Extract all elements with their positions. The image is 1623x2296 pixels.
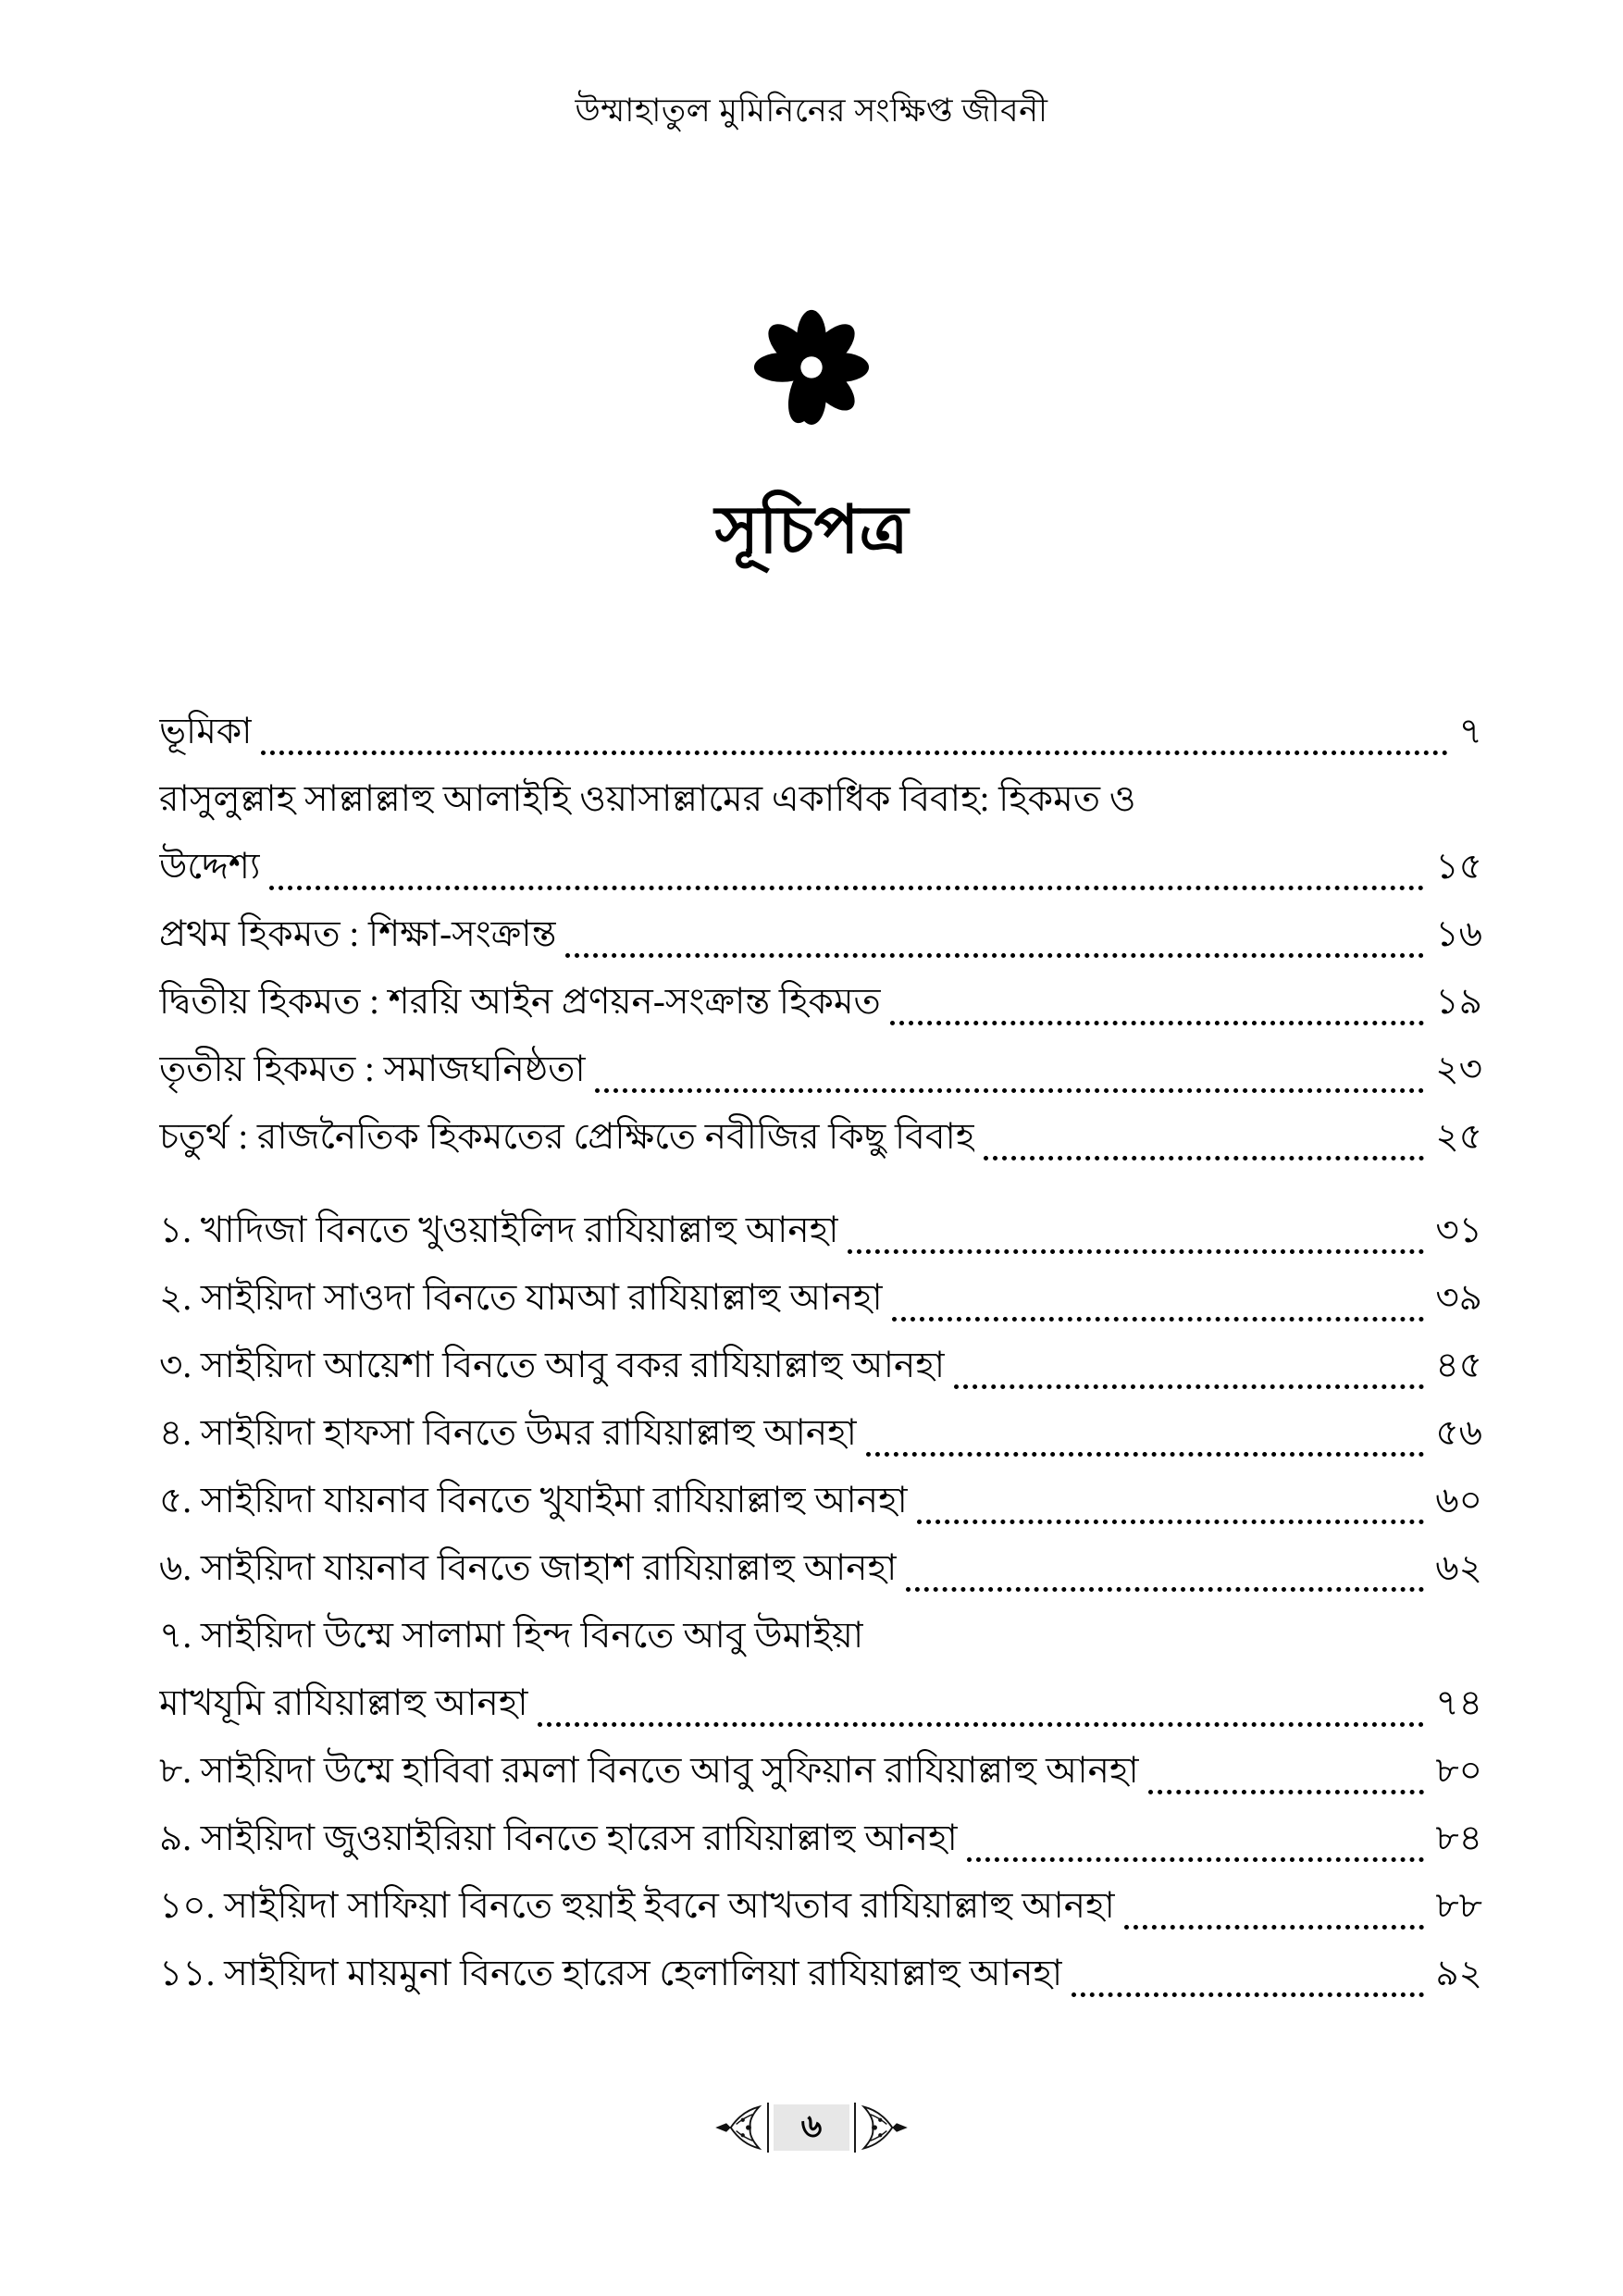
- toc-entry: [159, 831, 1482, 899]
- toc-entry-label: ৪. সাইয়িদা হাফসা বিনতে উমর রাযিয়াল্লাহু আনহা: [159, 1413, 857, 1453]
- toc-entry: [159, 1330, 1482, 1397]
- toc-entry: [159, 1465, 1482, 1533]
- toc-entry: [159, 899, 1482, 966]
- page-title: সূচিপত্র: [714, 493, 909, 567]
- toc-entry: [159, 1101, 1482, 1169]
- toc-entry-label: প্রথম হিকমত : শিক্ষা-সংক্রান্ত: [159, 914, 557, 954]
- footer-page-number: ৬: [774, 2104, 849, 2151]
- dot-leader: [866, 1451, 1424, 1457]
- dot-leader: [269, 885, 1424, 890]
- toc-page-number: ২৫: [1435, 1117, 1482, 1157]
- dot-leader: [954, 1384, 1424, 1389]
- toc-entry: [159, 1397, 1482, 1465]
- toc-page-number: ৮৪: [1435, 1818, 1482, 1858]
- dot-leader: [261, 750, 1447, 755]
- toc-entry-label: ৭. সাইয়িদা উম্মে সালামা হিন্দ বিনতে আবু উমাইয়া: [159, 1616, 864, 1656]
- toc-page-number: ৮৮: [1435, 1886, 1482, 1926]
- dot-leader: [1148, 1789, 1425, 1794]
- toc-entry-label: ভূমিকা: [159, 712, 253, 751]
- dot-leader: [1072, 1992, 1424, 1997]
- dot-leader: [565, 952, 1424, 958]
- filigree-arrow-right-icon: [861, 2104, 909, 2152]
- toc-entry-label: ৬. সাইয়িদা যায়নাব বিনতে জাহাশ রাযিয়াল্লাহু আনহা: [159, 1548, 898, 1588]
- filigree-arrow-left-icon: [714, 2104, 762, 2152]
- toc-entry: [159, 1735, 1482, 1803]
- toc-entry-label: ১১. সাইয়িদা মায়মুনা বিনতে হারেস হেলালিয়া রাযিয়াল্লাহু আনহা: [159, 1954, 1063, 1993]
- footer-divider-left: [767, 2103, 769, 2153]
- toc-entry-label: তৃতীয় হিকমত : সমাজঘনিষ্ঠতা: [159, 1049, 586, 1089]
- dot-leader: [890, 1020, 1425, 1025]
- toc-entry: [159, 1195, 1482, 1262]
- dot-leader: [848, 1248, 1424, 1254]
- toc-entry-label: ৮. সাইয়িদা উম্মে হাবিবা রমলা বিনতে আবু সুফিয়ান রাযিয়াল্লাহু আনহা: [159, 1751, 1139, 1791]
- toc-entry: [159, 763, 1482, 831]
- dot-leader: [917, 1519, 1424, 1524]
- toc-page-number: ১৬: [1435, 914, 1482, 954]
- toc-entry-label: দ্বিতীয় হিকমত : শরয়ি আইন প্রণয়ন-সংক্রান্ত হিকমত: [159, 982, 881, 1022]
- top-ornament-container: [0, 304, 1623, 435]
- toc-entry-label: মাখযূমি রাযিয়াল্লাহু আনহা: [159, 1683, 528, 1723]
- toc-page-number: ৯২: [1435, 1954, 1482, 1993]
- toc-page-number: ৬২: [1435, 1548, 1482, 1588]
- toc-entry-label: চতুর্থ : রাজনৈতিক হিকমতের প্রেক্ষিতে নবীজির কিছু বিবাহ: [159, 1117, 975, 1157]
- toc-page-number: ১৯: [1435, 982, 1482, 1022]
- toc-page-number: ৫৬: [1435, 1413, 1482, 1453]
- toc-entry-label: রাসুলুল্লাহ সাল্লাল্লাহু আলাইহি ওয়াসাল্লামের একাধিক বিবাহ: হিকমত ও: [159, 779, 1136, 819]
- toc-page-number: ২৩: [1435, 1049, 1482, 1089]
- toc-entry: [159, 696, 1482, 763]
- toc-entry: [159, 1803, 1482, 1870]
- toc-entry-label: উদ্দেশ্য: [159, 847, 261, 887]
- dot-leader: [906, 1586, 1424, 1592]
- toc-page-number: ৭৪: [1435, 1683, 1482, 1723]
- toc-entry: [159, 1870, 1482, 1938]
- footer-divider-right: [854, 2103, 856, 2153]
- running-header: উম্মাহাতুল মুমিনিনের সংক্ষিপ্ত জীবনী: [575, 93, 1048, 129]
- toc-entry: [159, 1668, 1482, 1735]
- toc-page-number: ৪৫: [1435, 1346, 1482, 1385]
- toc-entry-label: ১. খাদিজা বিনতে খুওয়াইলিদ রাযিয়াল্লাহু আনহা: [159, 1210, 839, 1250]
- toc-list: [159, 696, 1482, 2005]
- toc-entry-label: ২. সাইয়িদা সাওদা বিনতে যামআ রাযিয়াল্লাহু আনহা: [159, 1278, 883, 1318]
- toc-page-number: ৩৯: [1435, 1278, 1482, 1318]
- toc-entry-label: ১০. সাইয়িদা সাফিয়া বিনতে হুয়াই ইবনে আখতাব রাযিয়াল্লাহু আনহা: [159, 1886, 1115, 1926]
- toc-entry: [159, 1262, 1482, 1330]
- dot-leader: [967, 1856, 1425, 1862]
- toc-page-number: ১৫: [1435, 847, 1482, 887]
- toc-entry: [159, 1034, 1482, 1101]
- toc-entry-label: ৫. সাইয়িদা যায়নাব বিনতে খুযাইমা রাযিয়াল্লাহু আনহা: [159, 1481, 908, 1520]
- toc-entry: [159, 1533, 1482, 1600]
- toc-entry-label: ৩. সাইয়িদা আয়েশা বিনতে আবু বকর রাযিয়াল্লাহু আনহা: [159, 1346, 946, 1385]
- dot-leader: [1124, 1924, 1425, 1930]
- dot-leader: [984, 1155, 1424, 1160]
- dot-leader: [892, 1316, 1425, 1322]
- toc-page-number: ৭: [1458, 712, 1482, 751]
- toc-entry: [159, 966, 1482, 1034]
- page-footer: [0, 2103, 1623, 2153]
- dot-leader: [538, 1721, 1425, 1727]
- toc-page-number: ৬০: [1435, 1481, 1482, 1520]
- flower-8-petal-icon: [748, 304, 875, 435]
- dot-leader: [595, 1087, 1425, 1093]
- toc-entry: [159, 1600, 1482, 1668]
- toc-entry: [159, 1938, 1482, 2005]
- toc-page-number: ৮০: [1435, 1751, 1482, 1791]
- toc-entry-label: ৯. সাইয়িদা জুওয়াইরিয়া বিনতে হারেস রাযিয়াল্লাহু আনহা: [159, 1818, 958, 1858]
- toc-page-number: ৩১: [1435, 1210, 1482, 1250]
